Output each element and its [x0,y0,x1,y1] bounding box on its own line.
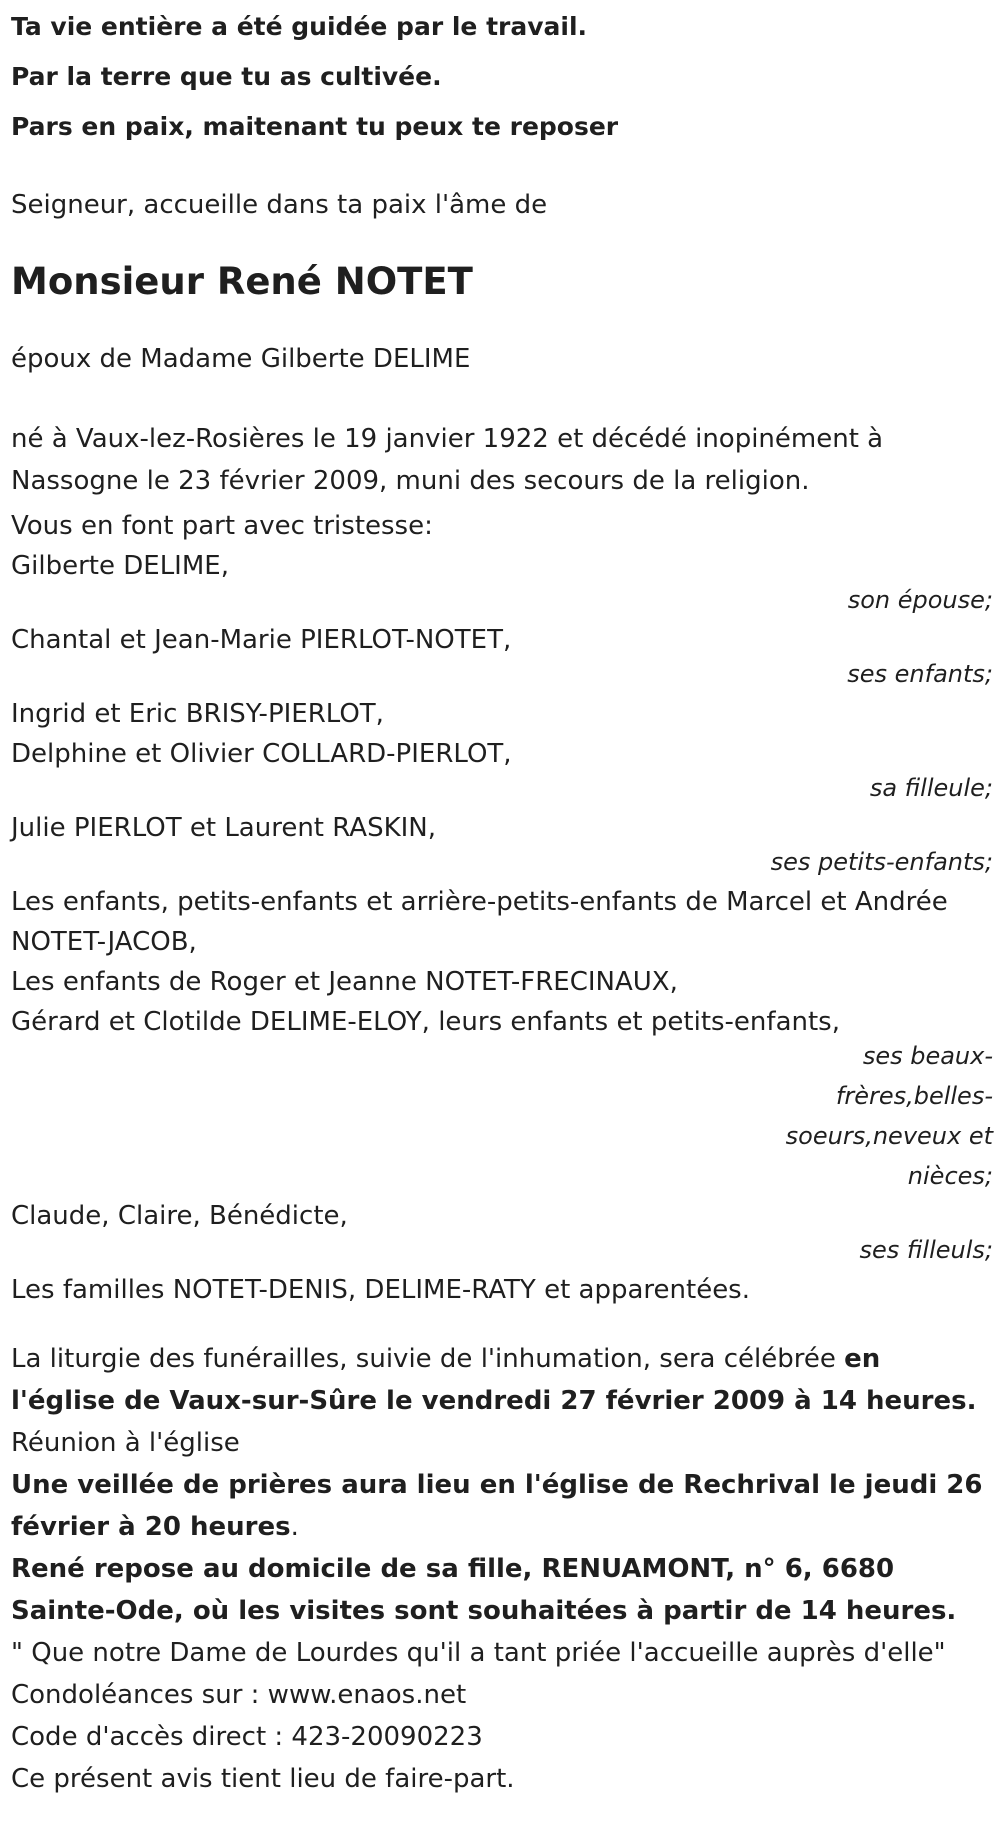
family-names: Claude, Claire, Bénédicte, [11,1201,348,1231]
family-role: son épouse; [847,586,993,614]
family-role: ses beaux-frères,belles-soeurs,neveux et nièces; [785,1042,993,1190]
family-names: Ingrid et Eric BRISY-PIERLOT, [11,699,384,729]
family-entry [11,1196,993,1270]
family-entry [11,1270,993,1310]
family-entry [11,694,993,808]
birth-death-details: né à Vaux-lez-Rosières le 19 janvier 1922 et décédé inopinément à Nassogne le 23 février 2009, muni des secours de la religion. [11,424,884,496]
family-entry [11,546,993,620]
family-role: ses petits-enfants; [770,848,993,876]
announcement-line: Vous en font part avec tristesse: [11,511,433,541]
family-names: Les enfants de Roger et Jeanne NOTET-FRECINAUX, [11,967,678,997]
funeral-details [11,1338,1000,1422]
notice-line: Ce présent avis tient lieu de faire-part. [11,1764,515,1794]
access-code-line: Code d'accès direct : 423-20090223 [11,1722,483,1752]
family-names: Les familles NOTET-DENIS, DELIME-RATY et apparentées. [11,1275,750,1305]
family-names: Julie PIERLOT et Laurent RASKIN, [11,813,437,843]
family-role: sa filleule; [869,774,993,802]
family-entry [11,882,993,1196]
verse-line: Par la terre que tu as cultivée. [11,62,442,91]
funeral-location-date: en l'église de Vaux-sur-Sûre le vendredi 27 février 2009 à 14 heures. [11,1344,977,1416]
family-role: ses enfants; [847,660,993,688]
family-entry [11,620,993,694]
condolences-line: Condoléances sur : www.enaos.net [11,1680,467,1710]
reunion-line: Réunion à l'église [11,1428,240,1458]
family-list [11,546,1000,1310]
prayer-intro: Seigneur, accueille dans ta paix l'âme de [11,190,548,220]
vigil-text: Une veillée de prières aura lieu en l'église de Rechrival le jeudi 26 février à 20 heures [11,1470,983,1542]
family-names: Les enfants, petits-enfants et arrière-petits-enfants de Marcel et Andrée NOTET-JACOB, [11,887,948,957]
family-names: Chantal et Jean-Marie PIERLOT-NOTET, [11,625,512,655]
family-names: Gérard et Clotilde DELIME-ELOY, leurs enfants et petits-enfants, [11,1007,840,1037]
vigil-details [11,1464,1000,1548]
funeral-text: La liturgie des funérailles, suivie de l'inhumation, sera célébrée [11,1344,845,1374]
family-entry [11,808,993,882]
vigil-tail: . [290,1512,299,1542]
prayer-quote: " Que notre Dame de Lourdes qu'il a tant priée l'accueille auprès d'elle" [11,1638,946,1668]
family-role: ses filleuls; [859,1236,993,1264]
deceased-name: Monsieur René NOTET [11,260,473,303]
repose-details: René repose au domicile de sa fille, RENUAMONT, n° 6, 6680 Sainte-Ode, où les visites sont souhaitées à partir de 14 heures. [11,1554,957,1626]
verse-line: Pars en paix, maitenant tu peux te reposer [11,112,619,141]
opening-verse [11,0,1000,152]
verse-line: Ta vie entière a été guidée par le travail. [11,12,588,41]
family-names: Delphine et Olivier COLLARD-PIERLOT, [11,739,512,769]
spouse-line: époux de Madame Gilberte DELIME [11,344,471,374]
family-names: Gilberte DELIME, [11,551,229,581]
